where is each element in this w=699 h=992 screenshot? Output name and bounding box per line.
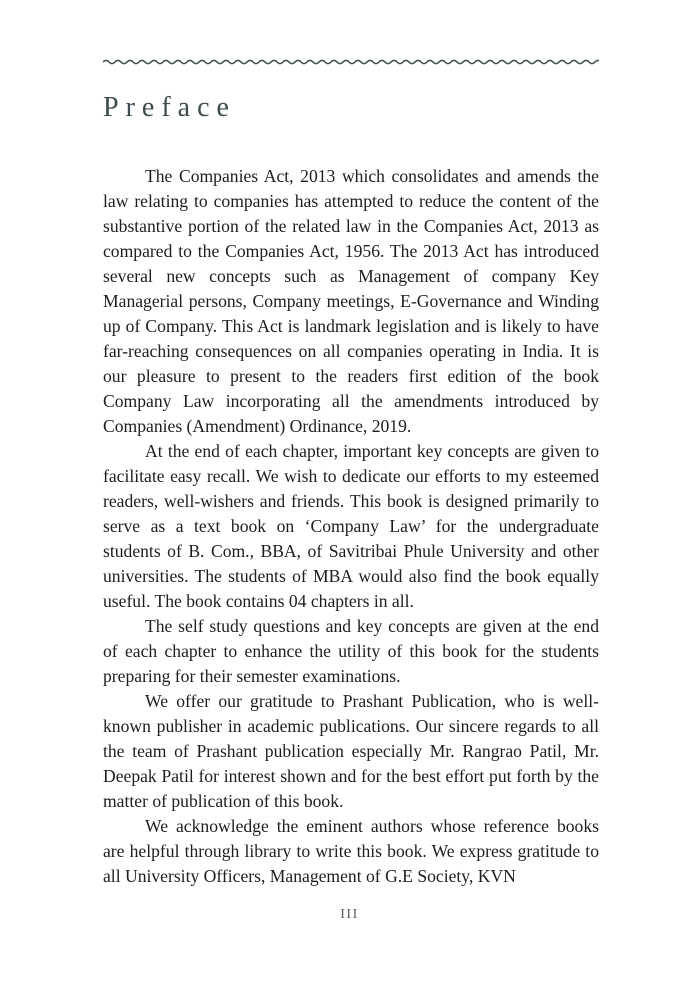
page-number: III [340,907,359,922]
paragraph-1: The Companies Act, 2013 which consolidates and amends the law relating to companies has attempted to reduce the content of the substantive portion of the related law in the Companies Act, 2013 as compared to the Companies Act, 1956. The 2013 Act has introduced several new concepts such as Management of company Key Managerial persons, Company meetings, E-Governance and Winding up of Company. This Act is landmark legislation and is likely to have far-reaching consequences on all companies operating in India. It is our pleasure to present to the readers first edition of the book Company Law incorporating all the amendments introduced by Companies (Amendment) Ordinance, 2019. [103,166,599,436]
paragraph-3: The self study questions and key concepts are given at the end of each chapter to enhance the utility of this book for the students preparing for their semester examinations. [103,616,599,686]
paragraph-4: We offer our gratitude to Prashant Publication, who is well-known publisher in academic publications. Our sincere regards to all the team of Prashant publication especially Mr. Rangrao Patil, Mr. Deepak Patil for interest shown and for the best effort put forth by the matter of publication of this book. [103,691,599,811]
wavy-divider-rule [103,56,599,68]
preface-body [103,164,599,889]
paragraph-5: We acknowledge the eminent authors whose reference books are helpful through library to write this book. We express gratitude to all University Officers, Management of G.E Society, KVN [103,816,599,886]
page-content [103,0,599,889]
paragraph-2: At the end of each chapter, important key concepts are given to facilitate easy recall. We wish to dedicate our efforts to my esteemed readers, well-wishers and friends. This book is designed primarily to serve as a text book on ‘Company Law’ for the undergraduate students of B. Com., BBA, of Savitribai Phule University and other universities. The students of MBA would also find the book equally useful. The book contains 04 chapters in all. [103,441,599,611]
page-title: Preface [103,92,236,123]
